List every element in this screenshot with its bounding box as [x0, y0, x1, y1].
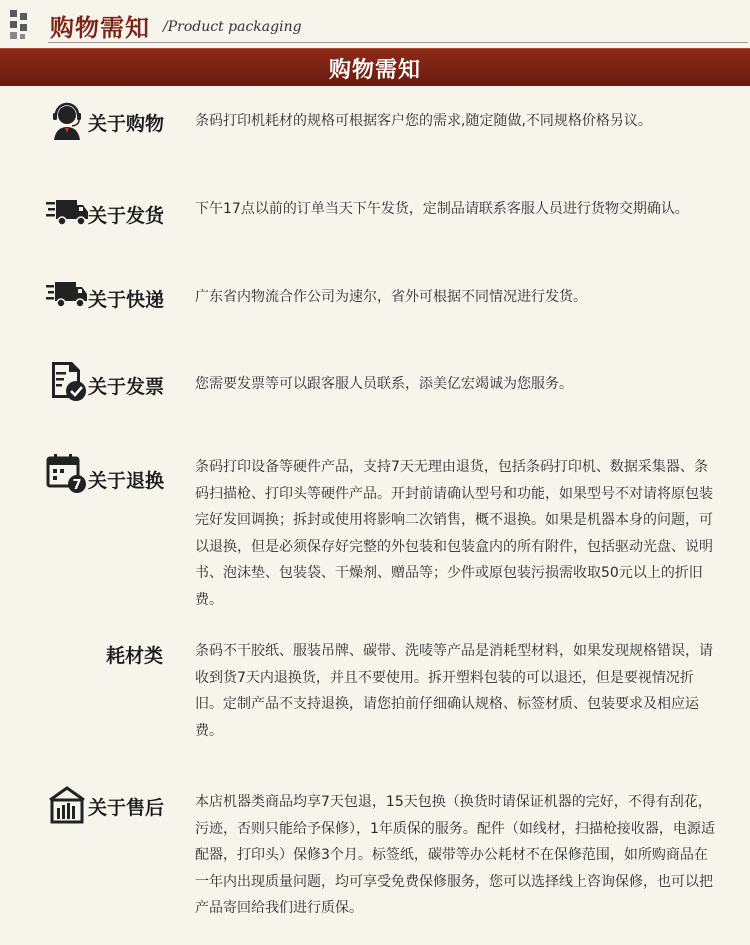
section-consumables [0, 636, 750, 751]
section-label: 耗材类 [106, 645, 164, 667]
section-text: 条码打印设备等硬件产品，支持7天无理由退货，包括条码打印机、数据采集器、条码扫描枪、打印头等硬件产品。开封前请确认型号和功能，如果型号不对请将原包装完好发回调换；拆封或使用将影响二次销售，概不退换。如果是机器本身的问题，可以退换，但是必须保存好完整的外包装和包装盒内的所有附件，包括驱动光盘、说明书、泡沫垫、包装袋、干燥剂、赠品等；少件或原包装污损需收取50元以上的折旧费。 [195, 459, 713, 608]
calendar-7-days-icon [46, 452, 88, 494]
customer-service-icon [46, 100, 88, 142]
express-truck-icon [46, 276, 88, 318]
banner-title: 购物需知 [328, 58, 421, 83]
section-express [0, 276, 750, 316]
section-text: 条码打印机耗材的规格可根据客户您的需求,随定随做,不同规格价格另议。 [195, 113, 652, 129]
section-shopping [0, 100, 750, 150]
section-shipping [0, 190, 750, 250]
section-text: 条码不干胶纸、服装吊牌、碳带、洗唛等产品是消耗型材料，如果发现规格错误，请收到货7天内退换货，并且不要使用。拆开塑料包装的可以退还，但是要视情况折旧。定制产品不支持退换，请您拍前仔细确认规格、标签材质、包装要求及相应运费。 [195, 643, 713, 739]
section-returns [0, 448, 750, 628]
after-sales-shop-icon [46, 784, 88, 826]
section-text: 广东省内物流合作公司为速尔，省外可根据不同情况进行发货。 [195, 289, 587, 305]
section-after-sales [0, 782, 750, 942]
header-subtitle: /Product packaging [163, 19, 302, 35]
section-text: 下午17点以前的订单当天下午发货，定制品请联系客服人员进行货物交期确认。 [195, 201, 689, 217]
section-label: 关于发票 [88, 376, 165, 398]
header-squares-icon [10, 10, 40, 40]
header-title: 购物需知 [50, 14, 150, 42]
section-text: 您需要发票等可以跟客服人员联系，添美亿宏竭诚为您服务。 [195, 376, 573, 392]
fast-delivery-truck-icon [46, 192, 88, 234]
header-divider [48, 42, 748, 43]
section-label: 关于快递 [88, 289, 165, 311]
section-invoice [0, 358, 750, 408]
section-label: 关于售后 [88, 797, 165, 819]
title-banner [0, 48, 750, 86]
page-header [0, 0, 750, 46]
section-label: 关于购物 [88, 113, 165, 135]
section-label: 关于退换 [88, 470, 165, 492]
svg-text:7: 7 [72, 478, 82, 493]
invoice-check-icon [46, 360, 88, 402]
section-label: 关于发货 [88, 205, 165, 227]
section-text: 本店机器类商品均享7天包退，15天包换（换货时请保证机器的完好，不得有刮花，污迹，否则只能给予保修），1年质保的服务。配件（如线材，扫描枪接收器，电源适配器，打印头）保修3个月。标签纸，碳带等办公耗材不在保修范围，如所购商品在一年内出现质量问题，均可享受免费保修服务，您可以选择线上咨询保修，也可以把产品寄回给我们进行质保。 [195, 794, 715, 917]
